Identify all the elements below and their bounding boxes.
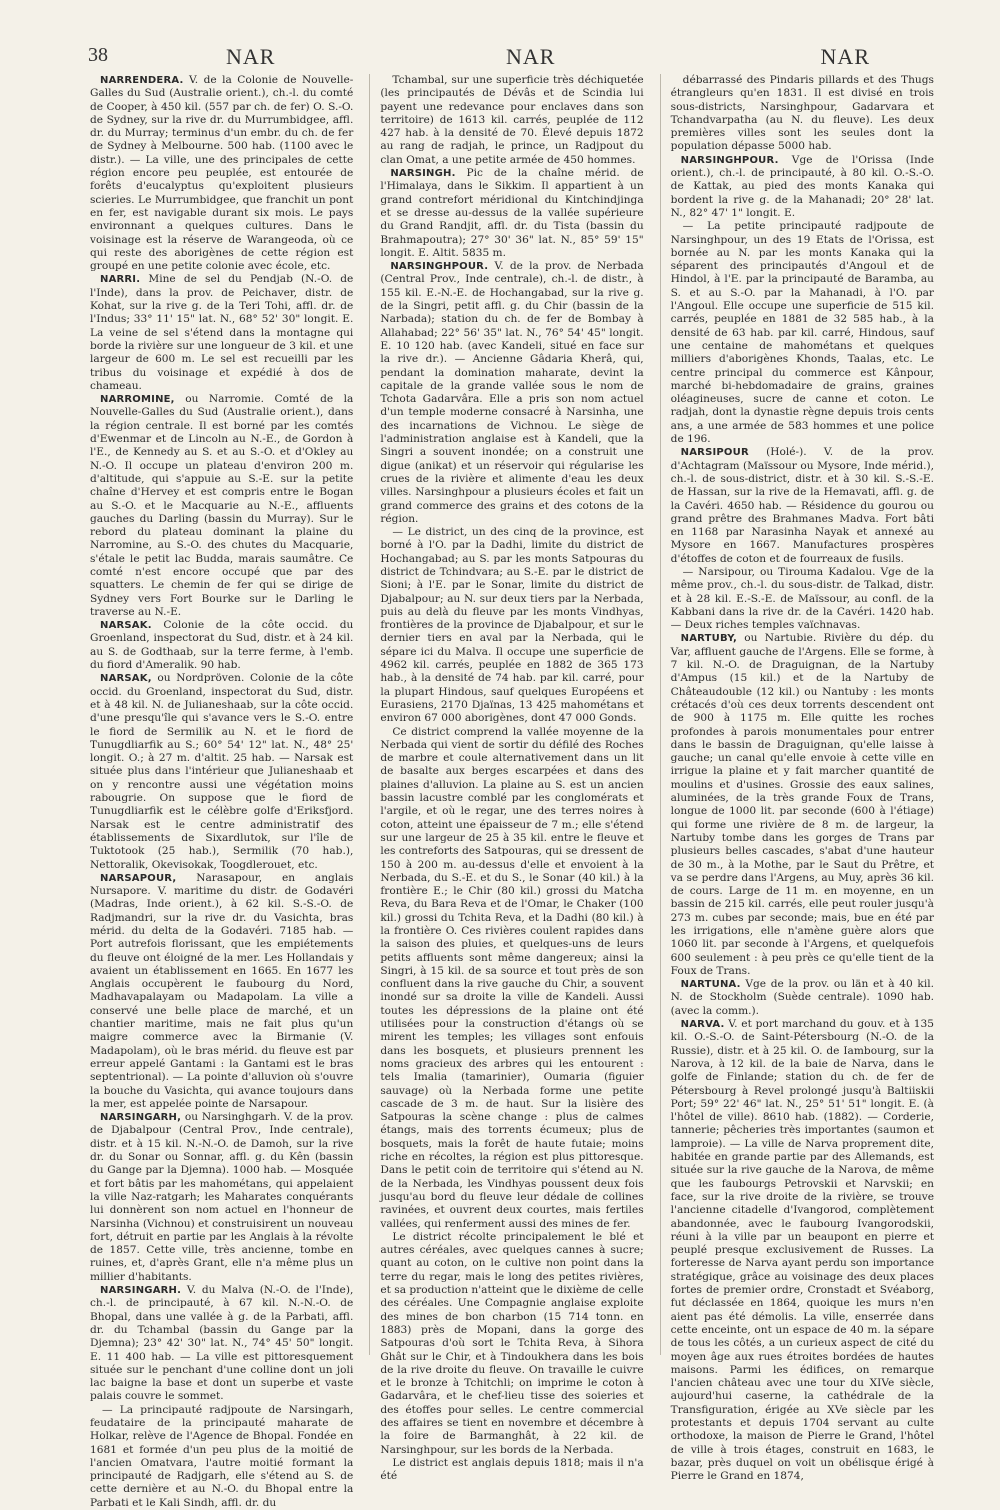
entry-paragraph bbox=[671, 220, 934, 446]
entry-text: V. et port marchand du gouv. et à 135 kil. O.-S.-O. de Saint-Pétersbourg (N.-O. de la Russie), distr. et à 25 kil. O. de Iambourg, sur la Narova, à 12 kil. de la baie de Narva, dans le golfe de Finlande; station du ch. de fer de Pétersbourg à Revel prolongé jusqu'à Baltiiskii Port; 59° 22' 46" lat. N., 25° 51' 51" longit. E. (à l'hôtel de ville). 8610 hab. (1882). — Corderie, tannerie; pêcheries très importantes (saumon et lamproie). — La ville de Narva proprement dite, habitée en grande partie par des Allemands, est située sur la rive gauche de la Narova, de même que les faubourgs Petrovskii et Narvskii; en face, sur la rive droite de la rivière, se trouve l'ancienne citadelle d'Ivangorod, complètement abandonnée, avec le faubourg Ivangorodskii, réuni à la ville par un beaupont en pierre et peuplé presque exclusivement de Russes. La forteresse de Narva ayant perdu son importance stratégique, grâce au voisinage des deux places fortes de premier ordre, Cronstadt et Svéaborg, fut déclassée en 1864, quoique les murs n'en aient pas été démolis. La ville, enserrée dans cette enceinte, ont un espace de 40 m. la sépare de tous les côtés, a un curieux aspect de cité du moyen âge aux rues étroites bordées de hautes maisons. Parmi les édifices, on remarque l'ancien château avec une tour du XIVe siècle, aujourd'hui caserne, la cathédrale de la Transfiguration, érigée au XVe siècle par les protestants et depuis 1704 servant au culte orthodoxe, la maison de Pierre le Grand, l'hôtel de ville à trois étages, construit en 1683, le bazar, près duquel on voit un obélisque érigé à Pierre le Grand en 1874, bbox=[670, 1018, 934, 1483]
entry-text: (Holé-). V. de la prov. d'Achtagram (Maïssour ou Mysore, Inde mérid.), ch.-l. de sous-district, distr. et à 30 kil. S.-S.-E. de Hassan, sur la rive de la Hemavati, affl. g. de la Cavéri. 4650 hab. — Résidence du gourou ou grand prêtre des Brahmanes Madva. Fort bâti en 1168 par Narasinha Nayak et annexé au Mysore en 1667. Manufactures prospères d'étoffes de coton et de fourreaux de fusils. bbox=[670, 446, 934, 565]
entry-paragraph bbox=[380, 74, 643, 167]
entry-paragraph bbox=[380, 1457, 643, 1484]
entry-text: Colonie de la côte occid. du Groenland, inspectorat du Sud, distr. et à 24 kil. au S. de Godthaab, sur la terre ferme, à l'emb. du fiord d'Ameralik. 90 hab. bbox=[90, 619, 354, 672]
entry-headword: NARSINGARH, bbox=[100, 1112, 182, 1124]
page-number: 38 bbox=[88, 44, 108, 66]
running-head-center: NAR bbox=[506, 44, 556, 69]
text-columns bbox=[90, 74, 934, 1509]
entry-headword: NARSIPOUR bbox=[680, 447, 749, 459]
entry-headword: NARSAK, bbox=[100, 673, 152, 685]
entry-text: V. de la Colonie de Nouvelle-Galles du Sud (Australie orient.), ch.-l. du comté de Cooper, à 450 kil. (557 par ch. de fer) O. S.-O. de Sydney, sur la rive dr. du Murrumbidgee, affl. dr. du Murray; terminus d'un embr. du ch. de fer de Sydney à Melbourne. 500 hab. (1100 avec le distr.). — La ville, une des principales de cette région encore peu peuplée, est entourée de forêts d'eucalyptus qu'exploitent plusieurs scieries. Le Murrumbidgee, que franchit un pont en fer, est navigable durant six mois. Le pays environnant a quelques cultures. Dans le voisinage est la réserve de Warangeoda, où ce qui reste des aborigènes de cette région est groupé en une petite colonie avec école, etc. bbox=[90, 74, 354, 273]
entry-paragraph bbox=[380, 1231, 643, 1457]
entry-text: — La petite principauté radjpoute de Narsinghpour, un des 19 Etats de l'Orissa, est bornée au N. par les monts Kanaka qui la séparent des principautés d'Angoul et de Hindol, à l'E. par la principauté de Baramba, au S. et au S.-O. par la Mahanadi, à l'O. par l'Angoul. Elle occupe une superficie de 515 kil. carrés, peuplée en 1881 de 32 585 hab., à la densité de 63 hab. par kil. carré, Hindous, sauf une centaine de mahométans et quelques milliers d'aborigènes Khonds, Taalas, etc. Le centre principal du commerce est Kânpour, marché bi-hebdomadaire de grains, graines oléagineuses, sucre de canne et coton. Le radjah, dont la dynastie règne depuis trois cents ans, a une armée de 583 hommes et une police de 196. bbox=[670, 220, 934, 446]
dictionary-entry bbox=[380, 260, 643, 526]
entry-text: — Le district, un des cinq de la province, est borné à l'O. par la Dadhi, limite du district de Hochangabad; au S. par les monts Satpouras du district de Tchindvara; au S.-E. par le district de Sioni; à l'E. par le Sonar, limite du district de Djabalpour; au N. sur deux tiers par la Nerbada, puis au delà du fleuve par les monts Vindhyas, frontières de la province de Djabalpour, et sur le dernier tiers en aval par la Nerbada, qui le sépare ici du Malva. Il occupe une superficie de 4962 kil. carrés, peuplée en 1882 de 365 173 hab., à la densité de 74 hab. par kil. carré, pour la plupart Hindous, sauf quelques Européens et Eurasiens, 2170 Djaïnas, 13 425 mahométans et environ 67 000 aborigènes, dont 47 000 Gonds. bbox=[380, 526, 644, 725]
entry-headword: NARSINGARH. bbox=[100, 1285, 182, 1297]
dictionary-entry bbox=[90, 273, 353, 393]
entry-paragraph bbox=[671, 566, 934, 632]
entry-text: Vge de l'Orissa (Inde orient.), ch.-l. de principauté, à 80 kil. O.-S.-O. de Kattak, au pied des monts Kanaka qui bordent la rive g. de la Mahanadi; 20° 28' lat. N., 82° 47' 1" longit. E. bbox=[670, 153, 934, 219]
running-head-right: NAR bbox=[820, 44, 870, 69]
entry-text: ou Narsinghgarh. V. de la prov. de Djabalpour (Central Prov., Inde centrale), distr. et à 15 kil. N.-N.-O. de Damoh, sur la rive dr. du Sonar ou Sonnar, affl. g. du Kên (bassin du Gange par la Djemna). 1000 hab. — Mosquée et fort bâtis par les mahométans, qui appelaient la ville Naz-ratgarh; les Maharates conquérants lui donnèrent son nom actuel en l'honneur de Narsinha (Vichnou) et construisirent un nouveau fort, détruit en partie par les Anglais à la révolte de 1857. Cette ville, très ancienne, tombe en ruines, et, d'après Grant, elle n'a même plus un millier d'habitants. bbox=[90, 1111, 354, 1283]
running-head-left: NAR bbox=[226, 44, 276, 69]
entry-headword: NARTUNA. bbox=[680, 979, 741, 991]
entry-text: Vge de la prov. ou län et à 40 kil. N. de Stockholm (Suède centrale). 1090 hab. (avec la comm.). bbox=[670, 978, 934, 1017]
dictionary-entry bbox=[90, 393, 353, 619]
dictionary-entry bbox=[671, 154, 934, 220]
entry-text: V. du Malva (N.-O. de l'Inde), ch.-l. de principauté, à 67 kil. N.-N.-O. de Bhopal, dans une vallée à g. de la Parbati, affl. dr. du Tchambal (bassin du Gange par la Djemna); 23° 42' 30" lat. N., 74° 45' 50" longit. E. 11 400 hab. — La ville est pittoresquement située sur le penchant d'une colline dont un joli lac baigne la base et dont un superbe et vaste palais couvre le sommet. bbox=[90, 1284, 354, 1403]
dictionary-entry bbox=[671, 446, 934, 566]
entry-text: — La principauté radjpoute de Narsingarh, feudataire de la principauté maharate de Holkar, relève de l'Agence de Bhopal. Fondée en 1681 et formée d'un peu plus de la moitié de l'ancien Omatvara, l'autre moitié formant la principauté de Radjgarh, elle s'étend au S. de cette dernière et au N.-O. du Bhopal entre la Parbati et le Kali Sindh, affl. dr. du bbox=[90, 1403, 354, 1509]
dictionary-entry bbox=[671, 1018, 934, 1483]
entry-text: ou Nordpröven. Colonie de la côte occid. du Groenland, inspectorat du Sud, distr. et à 48 kil. N. de Julianeshaab, sur la côte occid. d'une presqu'île qui s'avance vers le S.-O. entre le fiord de Sermilik au N. et le fiord de Tunugdliarfik au S.; 60° 54' 12" lat. N., 48° 25' longit. O.; à 27 m. d'altit. 25 hab. — Narsak est située plus dans l'intérieur que Julianeshaab et on y rencontre aussi une végétation moins rabougrie. On suppose que le fiord de Tunugdliarfik est le célèbre golfe d'Eriksfjord. Narsak est le centre administratif des établissements de Sixardlutok, sur l'île de Tuktotook (25 hab.), Sermilik (70 hab.), Nettoralik, Okevisokak, Toogdlerouet, etc. bbox=[90, 672, 354, 871]
entry-headword: NARSINGH. bbox=[390, 168, 456, 180]
column-left bbox=[90, 74, 354, 1509]
dictionary-entry bbox=[380, 167, 643, 260]
entry-text: Le district est anglais depuis 1818; mais il n'a été bbox=[380, 1456, 644, 1483]
dictionary-entry bbox=[90, 872, 353, 1111]
column-middle bbox=[369, 74, 644, 1483]
entry-text: débarrassé des Pindaris pillards et des Thugs étrangleurs qu'en 1831. Il est divisé en trois sous-districts, Narsinghpour, Gadarvara et Tchandvarpatha (au N. du fleuve). Les deux premières villes sont les seules dont la population dépasse 5000 hab. bbox=[670, 74, 934, 153]
entry-headword: NARRENDERA. bbox=[100, 75, 184, 86]
entry-headword: NARSINGHPOUR. bbox=[680, 154, 779, 166]
entry-text: Mine de sel du Pendjab (N.-O. de l'Inde), dans la prov. de Peichaver, distr. de Kohat, sur la rive g. de la Teri Tohi, affl. dr. de l'Indus; 33° 11' 15" lat. N., 68° 52' 30" longit. E. La veine de sel s'étend dans la montagne qui borde la rivière sur une longueur de 3 kil. et une largeur de 600 m. Le sel est recueilli par les tribus du voisinage et expédié à dos de chameau. bbox=[90, 273, 354, 392]
dictionary-entry bbox=[90, 619, 353, 672]
entry-headword: NARSAK. bbox=[100, 620, 152, 632]
entry-text: Le district récolte principalement le blé et autres céréales, avec quelques cannes à sucre; quant au coton, on le cultive non point dans la terre du regar, mais le long des petites rivières, et sa production n'atteint que le dixième de celle des céréales. Une Compagnie anglaise exploite des mines de bon charbon (15 714 tonn. en 1883) près de Mopani, dans la gorge des Satpouras d'où sort le Tchita Reva, à Sihora Ghât sur le Chir, et à Tindoukhera dans les bois de la rive droite du fleuve. On travaille le cuivre et le bronze à Tchitchli; on imprime le coton à Gadarvâra, et le chef-lieu tisse des soieries et des étoffes pour selles. Le centre commercial des affaires se tient en novembre et décembre à la foire de Barmanghât, à 22 kil. de Narsinghpour, sur les bords de la Nerbada. bbox=[380, 1230, 644, 1456]
entry-paragraph bbox=[380, 726, 643, 1231]
entry-headword: NARVA. bbox=[680, 1019, 725, 1031]
entry-headword: NARTUBY, bbox=[680, 633, 738, 645]
entry-text: Tchambal, sur une superficie très déchiquetée (les principautés de Dévâs et de Scindia lui payent une redevance pour enclaves dans son territoire) de 1613 kil. carrés, peuplée de 112 427 hab. à la densité de 70. Élevé depuis 1872 au rang de radjah, le prince, un Radjpout du clan Omat, a une petite armée de 450 hommes. bbox=[380, 74, 644, 166]
entry-paragraph bbox=[380, 526, 643, 725]
entry-headword: NARSAPOUR, bbox=[100, 872, 177, 884]
entry-text: — Narsipour, ou Tirouma Kadalou. Vge de la même prov., ch.-l. du sous-distr. de Talkad, distr. et à 28 kil. E.-S.-E. de Maïssour, au confl. de la Kabbani dans la rive dr. de la Cavéri. 1420 hab. — Deux riches temples vaïchnavas. bbox=[670, 565, 934, 632]
entry-headword: NARROMINE, bbox=[100, 394, 175, 406]
entry-text: ou Narromie. Comté de la Nouvelle-Galles du Sud (Australie orient.), dans la région centrale. Il est borné par les comtés d'Ewenmar et de Lincoln au N.-E., de Gordon à l'E., de Kennedy au S. et au S.-O. et d'Okley au N.-O. Il occupe un plateau d'environ 200 m. d'altitude, qui s'appuie au S.-E. sur la petite chaîne d'Hervey et est compris entre le Bogan au S.-O. et le Macquarie au N.-E., affluents gauches du Darling (bassin du Murray). Sur le rebord du plateau dominant la plaine du Narromine, au S.-O. des chutes du Macquarie, s'étale le petit lac Budda, marais saumâtre. Ce comté n'est encore occupé que par des squatters. Le chemin de fer qui se dirige de Sydney vers Fort Bourke sur le Darling le traverse au N.-E. bbox=[90, 393, 354, 618]
dictionary-entry bbox=[90, 1284, 353, 1404]
entry-text: V. de la prov. de Nerbada (Central Prov., Inde centrale), ch.-l. de distr., à 155 kil. E.-N.-E. de Hochangabad, sur la rive g. de la Singri, petit affl. g. du Chir (bassin de la Narbada); station du ch. de fer de Bombay à Allahabad; 22° 56' 35" lat. N., 76° 54' 45" longit. E. 10 120 hab. (avec Kandeli, situé en face sur la rive dr.). — Ancienne Gâdaria Kherâ, qui, pendant la domination maharate, devint la capitale de la grande vallée sous le nom de Tchota Gadarvâra. Elle a pris son nom actuel d'un temple moderne consacré à Narsinha, une des incarnations de Vichnou. Le siège de l'administration anglaise est à Kandeli, que la Singri a souvent inondée; on a construit une digue (anikat) et un réservoir qui régularise les crues de la rivière et alimente d'eau les deux villes. Narsinghpour a plusieurs écoles et fait un grand commerce des grains et des cotons de la région. bbox=[380, 260, 644, 525]
dictionary-entry bbox=[90, 672, 353, 871]
dictionary-entry bbox=[90, 74, 353, 273]
dictionary-entry bbox=[671, 632, 934, 978]
entry-paragraph bbox=[90, 1404, 353, 1510]
page-header bbox=[88, 44, 930, 74]
column-right bbox=[660, 74, 934, 1483]
entry-paragraph bbox=[671, 74, 934, 154]
entry-headword: NARSINGHPOUR. bbox=[390, 261, 489, 273]
entry-headword: NARRI. bbox=[100, 274, 141, 286]
dictionary-entry bbox=[90, 1111, 353, 1284]
entry-text: ou Nartubie. Rivière du dép. du Var, affluent gauche de l'Argens. Elle se forme, à 7 kil. N.-O. de Draguignan, de la Nartuby d'Ampus (15 kil.) et de la Nartuby de Châteaudouble (12 kil.) ou Nantuby : les monts crétacés d'où ces deux torrents descendent ont de 900 à 1175 m. Elle quitte les roches profondes à parois monumentales pour entrer dans le bassin de Draguignan, qu'elle laisse à gauche; un canal qu'elle envoie à cette ville en irrigue la plaine et y fait marcher quantité de moulins et d'usines. Grossie des eaux salines, aluminées, de la très grande Foux de Trans, longue de 1000 lit. par seconde (600 à l'étiage) qui forme une rivière de 8 m. de largeur, la Nartuby tombe dans les gorges de Trans par plusieurs belles cascades, s'abat d'une hauteur de 30 m., à la Mothe, par le Saut du Prêtre, et va se perdre dans l'Argens, au Muy, après 36 kil. de cours. Large de 11 m. en moyenne, en un bassin de 215 kil. carrés, elle peut rouler jusqu'à 273 m. cubes par seconde; mais, bue en été par les irrigations, elle n'amène guère alors que 1060 lit. par seconde à l'Argens, et quelquefois 600 seulement : à peu près ce qu'elle tient de la Foux de Trans. bbox=[670, 632, 934, 977]
entry-text: Narasapour, en anglais Nursapore. V. maritime du distr. de Godavéri (Madras, Inde orient.), à 62 kil. S.-S.-O. de Radjmandri, sur la rive dr. du Vasichta, bras mérid. du delta de la Godavéri. 7185 hab. — Port autrefois florissant, que les empiétements du fleuve ont éloigné de la mer. Les Hollandais y avaient un établissement en 1665. En 1677 les Anglais occupèrent le faubourg du Nord, Madhavapalayam ou Madapolam. La ville a conservé une belle place de marché, et un chantier maritime, mais ne fait plus qu'un maigre commerce avec la Birmanie (V. Madapolam), où le bras mérid. du fleuve est par erreur appelé Gantami : la Gantami est le bras septentrional). — La pointe d'alluvion où s'ouvre la bouche du Vasichta, qui avance toujours dans la mer, est appelée pointe de Narsapour. bbox=[90, 871, 354, 1110]
entry-text: Pic de la chaîne mérid. de l'Himalaya, dans le Sikkim. Il appartient à un grand contrefort méridional du Kintchindjinga et se dresse au-dessus de la vallée supérieure du Grand Randjit, affl. dr. du Tista (bassin du Brahmapoutra); 27° 30' 36" lat. N., 85° 59' 15" longit. E. Altit. 5835 m. bbox=[380, 167, 644, 259]
entry-text: Ce district comprend la vallée moyenne de la Nerbada qui vient de sortir du défilé des Roches de marbre et coule alternativement dans un lit de basalte aux berges escarpées et dans des plaines d'alluvion. La plaine au S. est un ancien bassin lacustre comblé par les conglomérats et l'argile, et où le regar, une des terres noires à coton, atteint une épaisseur de 7 m.; elle s'étend sur une largeur de 25 à 35 kil. entre le fleuve et les contreforts des Satpouras, qui se dressent de 150 à 200 m. au-dessus d'elle et envoient à la Nerbada, du S.-E. et du S., le Sonar (40 kil.) à la frontière E.; le Chir (80 kil.) grossi du Matcha Reva, du Bara Reva et de l'Omar, le Chaker (100 kil.) grossi du Tchita Reva, et la Dadhi (80 kil.) à la frontière O. Ces rivières coulent rapides dans la saison des pluies, et quelques-uns de leurs petits affluents sont même dangereux; ainsi la Singri, à 15 kil. de sa source et tout près de son confluent dans la rive gauche du Chir, a souvent inondé sur sa droite la ville de Kandeli. Aussi toutes les dépressions de la plaine ont été utilisées pour la construction d'étangs où se mirent les temples; les villages sont enfouis dans les bosquets, et plusieurs prennent les noms gracieux des arbres qui les entourent : tels Imalia (tamarinier), Oumaria (figuier sauvage) où la Nerbada forme une petite cascade de 3 m. de haut. Sur la lisière des Satpouras la scène change : plus de calmes étangs, mais des torrents écumeux; plus de bosquets, mais la forêt de haute futaie; moins riche en récoltes, la région est plus pittoresque. Dans le petit coin de territoire qui s'étend au N. de la Nerbada, les Vindhyas poussent deux fois jusqu'au bord du fleuve leur dédale de collines ravinées, et ouvrent deux courtes, mais fertiles vallées, qui renferment aussi des mines de fer. bbox=[380, 725, 644, 1230]
dictionary-entry bbox=[671, 978, 934, 1018]
